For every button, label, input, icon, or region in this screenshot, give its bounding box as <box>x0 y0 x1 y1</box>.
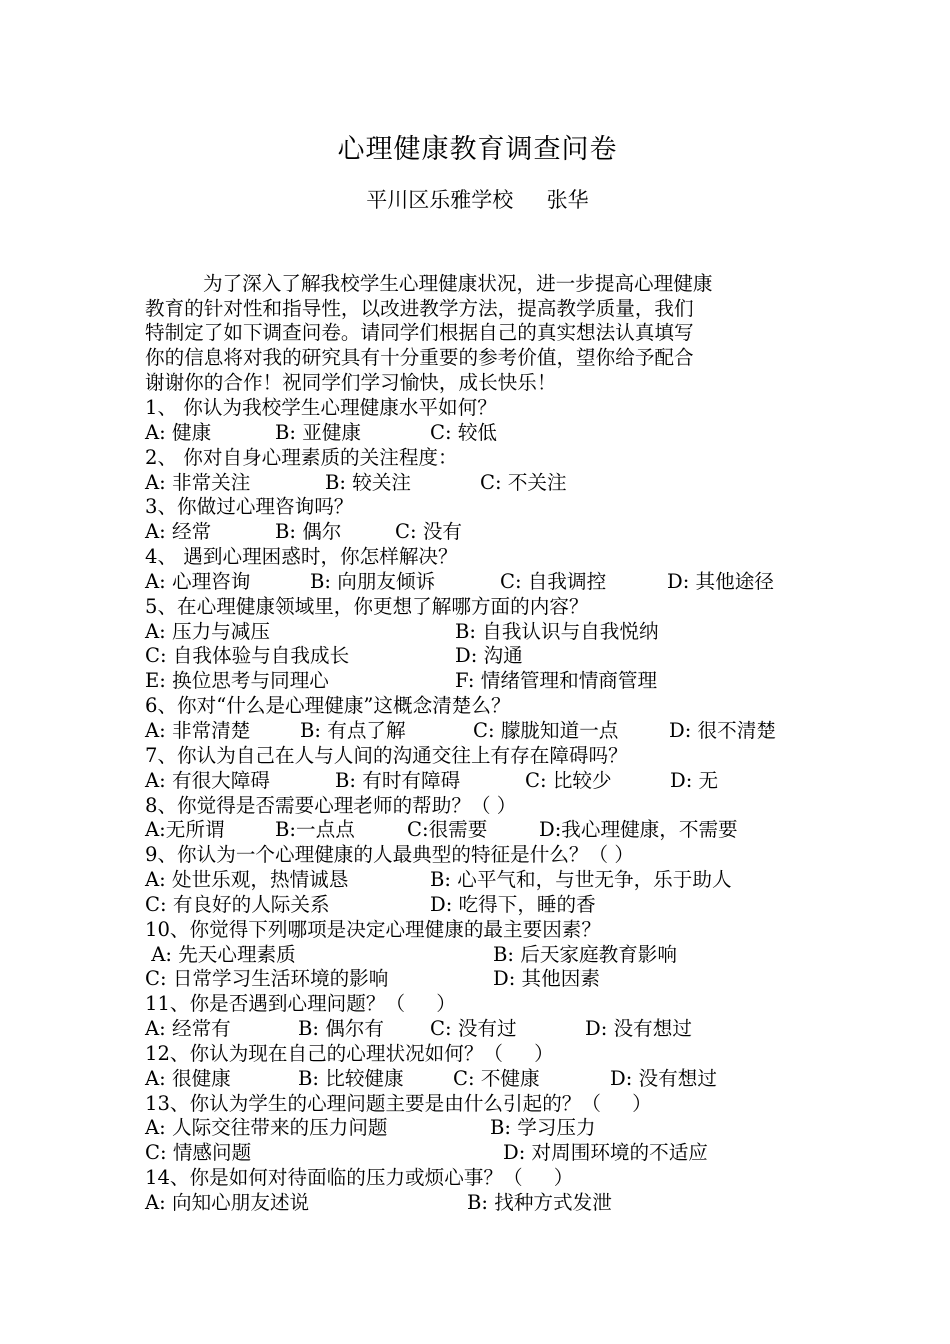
option: D: 吃得下，睡的香 <box>430 892 596 916</box>
option: C: 自我体验与自我成长 <box>145 644 350 668</box>
document-title: 心理健康教育调查问卷 <box>337 134 618 165</box>
option: A: 经常有 <box>145 1017 231 1041</box>
option: A: 经常 <box>145 520 212 544</box>
option: A: 先天心理素质 <box>145 942 296 966</box>
option-row <box>145 520 810 545</box>
option-row <box>145 1017 810 1042</box>
option: C: 朦胧知道一点 <box>473 718 619 742</box>
option-row <box>145 818 810 843</box>
option: B: 偶尔有 <box>298 1017 385 1041</box>
question-text <box>145 744 810 769</box>
option-row <box>145 570 810 595</box>
question-14: 14、你是如何对待面临的压力或烦心事？（ ） <box>145 1166 574 1190</box>
option: C: 有良好的人际关系 <box>145 892 330 916</box>
option: B: 心平气和，与世无争，乐于助人 <box>430 868 732 892</box>
option: C: 自我调控 <box>500 569 607 593</box>
option: A: 非常关注 <box>145 470 251 494</box>
option: D:我心理健康，不需要 <box>539 818 738 842</box>
question-text <box>145 843 810 868</box>
option: B: 向朋友倾诉 <box>310 569 436 593</box>
question-4: 4、 遇到心理困惑时，你怎样解决？ <box>145 545 458 569</box>
option: A: 健康 <box>145 420 212 444</box>
intro-line: 谢谢你的合作！祝同学们学习愉快，成长快乐！ <box>145 370 557 394</box>
option: B: 亚健康 <box>275 420 362 444</box>
option: B: 找种方式发泄 <box>467 1191 612 1214</box>
question-text <box>145 992 810 1017</box>
question-5: 5、在心理健康领域里，你更想了解哪方面的内容？ <box>145 594 589 618</box>
option: C: 不关注 <box>480 470 567 494</box>
question-text <box>145 1042 810 1067</box>
question-2: 2、 你对自身心理素质的关注程度： <box>145 445 458 469</box>
option-row <box>145 1067 810 1092</box>
option-row <box>145 471 810 496</box>
option-row <box>145 644 810 669</box>
option-row <box>145 620 810 645</box>
option: A: 向知心朋友述说 <box>145 1191 310 1214</box>
option-row <box>145 769 810 794</box>
intro-paragraph <box>145 272 810 396</box>
option: A: 非常清楚 <box>145 718 251 742</box>
option-row <box>145 893 810 918</box>
option-row <box>145 1141 810 1166</box>
question-7: 7、你认为自己在人与人间的沟通交往上有存在障碍吗？ <box>145 743 628 767</box>
question-text <box>145 918 810 943</box>
question-12: 12、你认为现在自己的心理状况如何？（ ） <box>145 1041 554 1065</box>
option-row <box>145 967 810 992</box>
question-text <box>145 545 810 570</box>
question-13: 13、你认为学生的心理问题主要是由什么引起的？（ ） <box>145 1091 652 1115</box>
option: D: 没有想过 <box>585 1017 692 1041</box>
intro-line: 为了深入了解我校学生心理健康状况，进一步提高心理健康 <box>203 272 713 295</box>
option: C: 日常学习生活环境的影响 <box>145 967 389 991</box>
question-text <box>145 794 810 819</box>
option: D: 沟通 <box>455 644 523 668</box>
option: B: 自我认识与自我悦纳 <box>455 619 659 643</box>
option: D: 无 <box>670 768 719 792</box>
option: B: 有点了解 <box>300 718 406 742</box>
question-11: 11、你是否遇到心理问题？（ ） <box>145 992 456 1016</box>
option: F: 情绪管理和情商管理 <box>455 669 658 693</box>
question-text <box>145 396 810 421</box>
question-list <box>145 396 810 1216</box>
option-row <box>145 943 810 968</box>
option: C: 情感问题 <box>145 1141 252 1165</box>
option: D: 其他因素 <box>493 967 600 991</box>
option: B: 比较健康 <box>298 1066 404 1090</box>
question-8: 8、你觉得是否需要心理老师的帮助？（ ） <box>145 793 517 817</box>
option: A: 有很大障碍 <box>145 768 270 792</box>
question-text <box>145 1166 810 1191</box>
document-author-line: 平川区乐雅学校 张华 <box>366 188 589 212</box>
option: A: 处世乐观，热情诚恳 <box>145 868 349 892</box>
option: C: 不健康 <box>453 1066 540 1090</box>
option: A: 心理咨询 <box>145 569 251 593</box>
question-10: 10、你觉得下列哪项是决定心理健康的最主要因素？ <box>145 917 601 941</box>
option: D: 很不清楚 <box>669 718 776 742</box>
option-row <box>145 669 810 694</box>
option: B: 较关注 <box>325 470 412 494</box>
option: C: 较低 <box>430 420 498 444</box>
option: B: 偶尔 <box>275 520 342 544</box>
question-9: 9、你认为一个心理健康的人最典型的特征是什么？（ ） <box>145 843 634 867</box>
option: C:很需要 <box>407 818 488 842</box>
question-text <box>145 1092 810 1117</box>
intro-line: 教育的针对性和指导性，以改进教学方法，提高教学质量，我们 <box>145 296 694 320</box>
option-row <box>145 1191 810 1216</box>
intro-line: 特制定了如下调查问卷。请同学们根据自己的真实想法认真填写 <box>145 321 694 345</box>
option-row <box>145 1116 810 1141</box>
option: C: 比较少 <box>525 768 612 792</box>
option: B: 有时有障碍 <box>335 768 461 792</box>
option: A: 压力与减压 <box>145 619 270 643</box>
option: A: 人际交往带来的压力问题 <box>145 1116 388 1140</box>
option-row <box>145 421 810 446</box>
option: B: 学习压力 <box>490 1116 596 1140</box>
question-text <box>145 446 810 471</box>
option: A: 很健康 <box>145 1066 231 1090</box>
question-6: 6、你对“什么是心理健康”这概念清楚么？ <box>145 694 511 718</box>
option: D: 对周围环境的不适应 <box>503 1141 708 1165</box>
intro-line: 你的信息将对我的研究具有十分重要的参考价值，望你给予配合 <box>145 346 694 370</box>
option: C: 没有过 <box>430 1017 517 1041</box>
option-row <box>145 868 810 893</box>
question-text <box>145 595 810 620</box>
option: A:无所谓 <box>145 818 225 842</box>
question-text <box>145 694 810 719</box>
question-1: 1、 你认为我校学生心理健康水平如何？ <box>145 396 497 419</box>
option: D: 没有想过 <box>610 1066 717 1090</box>
question-3: 3、你做过心理咨询吗？ <box>145 495 354 519</box>
option: B:一点点 <box>275 818 355 842</box>
option-row <box>145 719 810 744</box>
question-text <box>145 495 810 520</box>
option: D: 其他途径 <box>667 569 774 593</box>
option: B: 后天家庭教育影响 <box>493 942 677 966</box>
option: E: 换位思考与同理心 <box>145 669 329 693</box>
option: C: 没有 <box>395 520 463 544</box>
